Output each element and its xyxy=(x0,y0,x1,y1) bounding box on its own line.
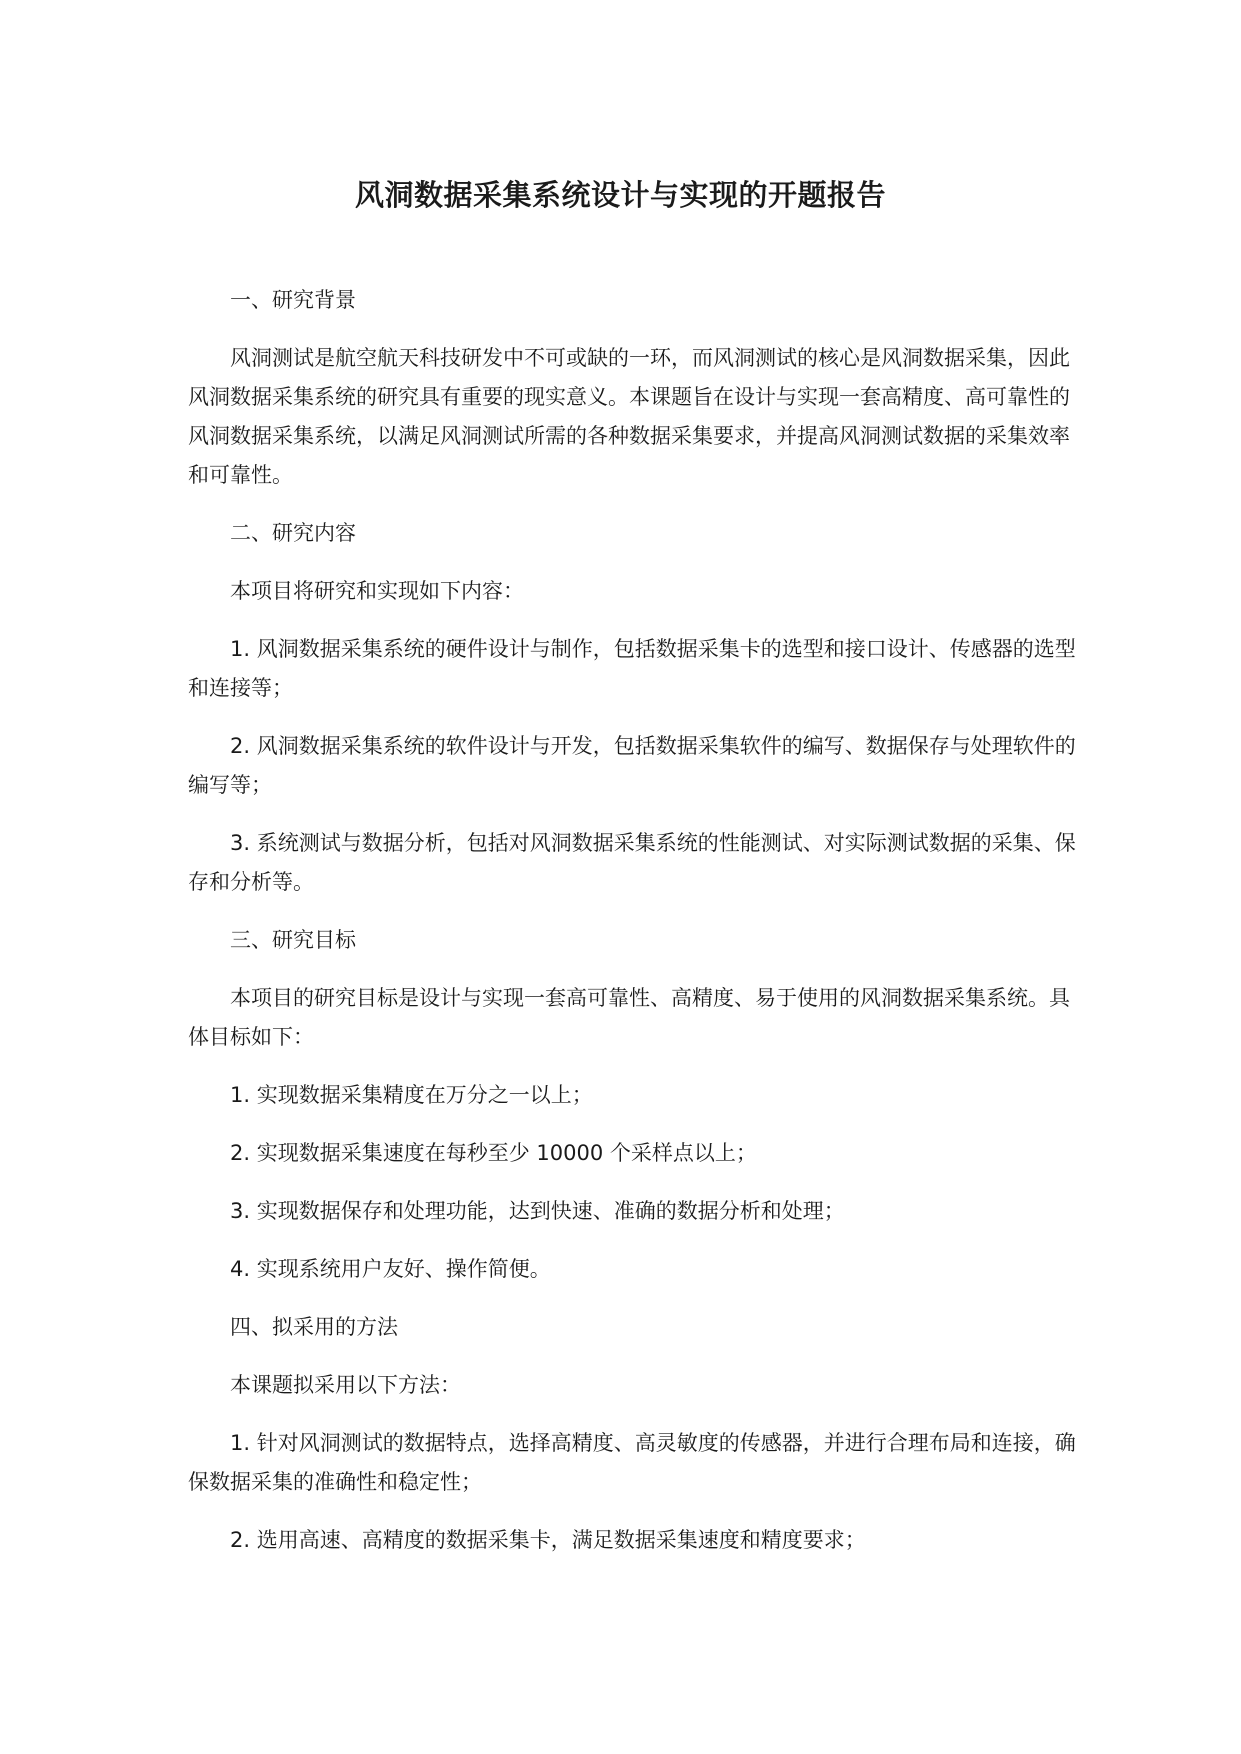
list-item-content-1: 1. 风洞数据采集系统的硬件设计与制作，包括数据采集卡的选型和接口设计、传感器的选型和连接等； xyxy=(188,637,1076,700)
list-item-goal-3: 3. 实现数据保存和处理功能，达到快速、准确的数据分析和处理； xyxy=(230,1199,845,1223)
section-heading-content: 二、研究内容 xyxy=(230,521,356,545)
paragraph-content-intro: 本项目将研究和实现如下内容： xyxy=(230,579,524,603)
paragraph-goals-intro: 本项目的研究目标是设计与实现一套高可靠性、高精度、易于使用的风洞数据采集系统。具体目标如下： xyxy=(188,986,1070,1049)
document-body xyxy=(188,281,1083,1560)
document-title: 风洞数据采集系统设计与实现的开题报告 xyxy=(354,178,886,212)
list-item-goal-2: 2. 实现数据采集速度在每秒至少 10000 个采样点以上； xyxy=(230,1141,757,1165)
paragraph-background: 风洞测试是航空航天科技研发中不可或缺的一环，而风洞测试的核心是风洞数据采集，因此风洞数据采集系统的研究具有重要的现实意义。本课题旨在设计与实现一套高精度、高可靠性的风洞数据采集系统，以满足风洞测试所需的各种数据采集要求，并提高风洞测试数据的采集效率和可靠性。 xyxy=(188,346,1070,487)
list-item-goal-1: 1. 实现数据采集精度在万分之一以上； xyxy=(230,1083,593,1107)
list-item-content-3: 3. 系统测试与数据分析，包括对风洞数据采集系统的性能测试、对实际测试数据的采集、保存和分析等。 xyxy=(188,831,1076,894)
section-heading-methods: 四、拟采用的方法 xyxy=(230,1315,398,1339)
list-item-content-2: 2. 风洞数据采集系统的软件设计与开发，包括数据采集软件的编写、数据保存与处理软件的编写等； xyxy=(188,734,1076,797)
section-heading-goals: 三、研究目标 xyxy=(230,928,356,952)
list-item-goal-4: 4. 实现系统用户友好、操作简便。 xyxy=(230,1257,551,1281)
paragraph-methods-intro: 本课题拟采用以下方法： xyxy=(230,1373,461,1397)
list-item-method-1: 1. 针对风洞测试的数据特点，选择高精度、高灵敏度的传感器，并进行合理布局和连接，确保数据采集的准确性和稳定性； xyxy=(188,1431,1076,1494)
section-heading-background: 一、研究背景 xyxy=(230,288,356,312)
list-item-method-2: 2. 选用高速、高精度的数据采集卡，满足数据采集速度和精度要求； xyxy=(230,1528,866,1552)
